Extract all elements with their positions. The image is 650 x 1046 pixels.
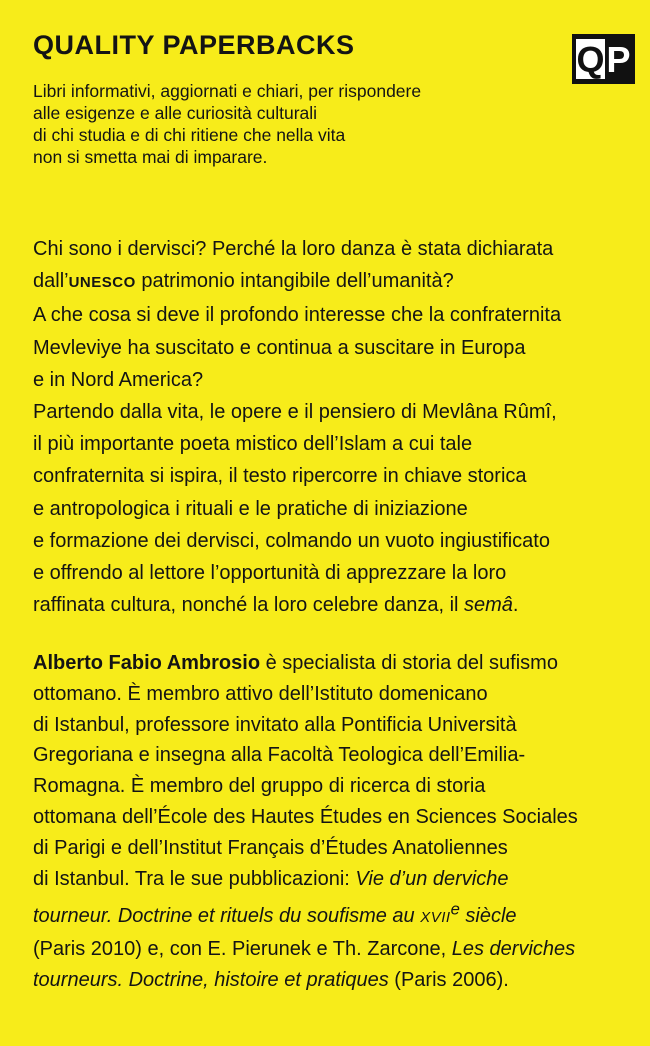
- blurb-line: Mevleviye ha suscitato e continua a suscitare in Europa: [33, 336, 526, 359]
- tagline-line: non si smetta mai di imparare.: [33, 147, 268, 167]
- bio-line: ottomano. È membro attivo dell’Istituto domenicano: [33, 682, 488, 705]
- bio-line: di Parigi e dell’Institut Français d’Études Anatoliennes: [33, 836, 508, 859]
- tagline-line: di chi studia e di chi ritiene che nella vita: [33, 125, 346, 145]
- bio-line: [33, 894, 578, 933]
- blurb-line: Partendo dalla vita, le opere e il pensiero di Mevlâna Rûmî,: [33, 401, 557, 424]
- author-bio: [33, 648, 578, 995]
- book-description: [33, 233, 561, 621]
- century-numeral: XVII: [420, 909, 451, 927]
- bio-text: (Paris 2006).: [388, 968, 509, 991]
- blurb-line: [33, 589, 561, 621]
- bio-line: [33, 648, 578, 679]
- blurb-line: e formazione dei dervisci, colmando un vuoto ingiustificato: [33, 529, 550, 552]
- tagline-line: Libri informativi, aggiornati e chiari, per rispondere: [33, 81, 422, 101]
- bio-text: è specialista di storia del sufismo: [260, 652, 558, 674]
- author-name: Alberto Fabio Ambrosio: [33, 652, 261, 674]
- tagline-line: alle esigenze e alle curiosità culturali: [33, 103, 318, 123]
- publication-title: Les derviches: [451, 937, 576, 960]
- logo-letter-p: P: [606, 39, 631, 80]
- series-title: QUALITY PAPERBACKS: [33, 30, 355, 60]
- blurb-line: e offrendo al lettore l’opportunità di apprezzare la loro: [33, 562, 507, 585]
- blurb-line: confraternita si ispira, il testo ripercorre in chiave storica: [33, 465, 527, 488]
- blurb-line: [33, 265, 561, 299]
- blurb-text: raffinata cultura, nonché la loro celebre danza, il: [33, 594, 465, 617]
- blurb-line: A che cosa si deve il profondo interesse che la confraternita: [33, 304, 562, 327]
- bio-line: [33, 934, 578, 965]
- logo-letter-q: Q: [576, 39, 605, 80]
- publication-title: [33, 899, 517, 928]
- bio-line: di Istanbul, professore invitato alla Pontificia Università: [33, 713, 517, 736]
- sema-term: semâ: [464, 594, 513, 617]
- blurb-text: .: [512, 594, 519, 617]
- bio-line: Romagna. È membro del gruppo di ricerca di storia: [33, 775, 486, 798]
- bio-line: [33, 965, 578, 996]
- qp-logo: [572, 34, 635, 84]
- blurb-text: patrimonio intangibile dell’umanità?: [135, 270, 454, 293]
- blurb-line: Chi sono i dervisci? Perché la loro danza è stata dichiarata: [33, 238, 554, 260]
- bio-text: di Istanbul. Tra le sue pubblicazioni:: [33, 867, 356, 890]
- unesco-acronym: UNESCO: [68, 274, 136, 292]
- bio-text: (Paris 2010) e, con E. Pierunek e Th. Zarcone,: [33, 937, 452, 960]
- publication-title: Vie d’un derviche: [355, 867, 509, 890]
- blurb-line: e in Nord America?: [33, 368, 204, 391]
- blurb-line: e antropologica i rituali e le pratiche di iniziazione: [33, 497, 468, 520]
- publication-title: tourneurs. Doctrine, histoire et pratiques: [33, 968, 389, 991]
- bio-line: ottomana dell’École des Hautes Études en Sciences Sociales: [33, 805, 578, 828]
- blurb-text: dall’: [33, 270, 69, 293]
- century-superscript: e: [450, 899, 460, 919]
- bio-line: [33, 864, 578, 895]
- bio-text: siècle: [459, 905, 517, 928]
- bio-line: Gregoriana e insegna alla Facoltà Teologica dell’Emilia-: [33, 744, 526, 767]
- series-tagline: [33, 80, 421, 168]
- bio-text: tourneur. Doctrine et rituels du soufisme au: [33, 905, 421, 928]
- blurb-line: il più importante poeta mistico dell’Islam a cui tale: [33, 433, 473, 456]
